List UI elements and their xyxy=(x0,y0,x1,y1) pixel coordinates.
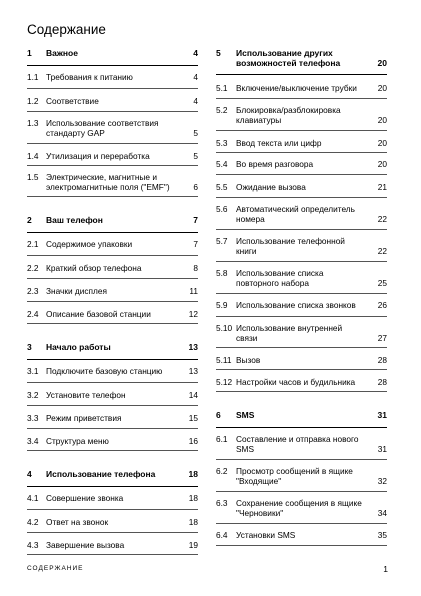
toc-entry-page: 22 xyxy=(377,246,387,256)
toc-entry-page: 26 xyxy=(377,300,387,310)
toc-entry-row[interactable] xyxy=(216,75,387,99)
toc-entry-number: 2 xyxy=(27,215,32,225)
toc-entry-number: 5.1 xyxy=(216,83,228,93)
toc-entry-page: 13 xyxy=(188,342,198,352)
toc-entry-page: 27 xyxy=(377,333,387,343)
toc-entry-title: Начало работы xyxy=(46,342,111,352)
toc-entry-row[interactable] xyxy=(216,262,387,294)
toc-entry-title: Завершение вызова xyxy=(46,540,125,550)
toc-entry-number: 1.4 xyxy=(27,151,39,161)
toc-entry-number: 6.1 xyxy=(216,434,228,444)
toc-entry-page: 18 xyxy=(188,469,198,479)
toc-entry-number: 1.5 xyxy=(27,172,39,182)
toc-entry-row[interactable] xyxy=(216,153,387,175)
toc-entry-page: 13 xyxy=(188,366,198,376)
toc-entry-title: Включение/выключение трубки xyxy=(236,83,357,93)
toc-entry-title: Использование списка повторного набора xyxy=(236,268,324,288)
toc-entry-title: Электрические, магнитные и электромагнитные поля ("EMF") xyxy=(46,172,170,192)
toc-entry-title: Установите телефон xyxy=(46,390,126,400)
toc-entry-number: 3.4 xyxy=(27,436,39,446)
toc-entry-page: 20 xyxy=(377,159,387,169)
toc-entry-page: 7 xyxy=(193,239,198,249)
toc-entry-number: 5.7 xyxy=(216,236,228,246)
toc-entry-title: Использование других возможностей телефона xyxy=(236,48,341,68)
toc-entry-row[interactable] xyxy=(27,256,198,279)
toc-entry-row[interactable] xyxy=(27,233,198,256)
toc-entry-number: 4.2 xyxy=(27,517,39,527)
toc-entry-title: Соответствие xyxy=(46,96,99,106)
toc-entry-page: 28 xyxy=(377,377,387,387)
toc-entry-page: 4 xyxy=(193,72,198,82)
toc-entry-page: 28 xyxy=(377,355,387,365)
toc-section-row[interactable] xyxy=(27,211,198,233)
toc-entry-page: 31 xyxy=(377,410,387,420)
toc-entry-title: Описание базовой станции xyxy=(46,309,151,319)
toc-entry-row[interactable] xyxy=(216,492,387,524)
toc-entry-number: 5 xyxy=(216,48,221,58)
toc-entry-row[interactable] xyxy=(216,460,387,492)
toc-entry-page: 8 xyxy=(193,263,198,273)
toc-entry-title: Составление и отправка нового SMS xyxy=(236,434,359,454)
toc-entry-title: Ожидание вызова xyxy=(236,182,306,192)
toc-entry-title: Использование внутренней связи xyxy=(236,323,343,343)
toc-entry-row[interactable] xyxy=(27,66,198,89)
toc-entry-number: 5.6 xyxy=(216,204,228,214)
toc-entry-number: 3.3 xyxy=(27,413,39,423)
toc-entry-page: 14 xyxy=(188,390,198,400)
toc-entry-row[interactable] xyxy=(216,175,387,198)
toc-entry-page: 34 xyxy=(377,508,387,518)
toc-entry-number: 4 xyxy=(27,469,32,479)
toc-entry-title: Ваш телефон xyxy=(46,215,103,225)
toc-entry-row[interactable] xyxy=(216,198,387,230)
toc-entry-number: 1 xyxy=(27,48,32,58)
toc-entry-title: Использование соответствия стандарту GAP xyxy=(46,118,159,138)
toc-entry-row[interactable] xyxy=(27,360,198,383)
toc-entry-title: Во время разговора xyxy=(236,159,314,169)
toc-entry-number: 5.12 xyxy=(216,377,233,387)
toc-section-row[interactable] xyxy=(216,44,387,75)
toc-entry-title: Структура меню xyxy=(46,436,109,446)
toc-entry-page: 11 xyxy=(189,286,198,296)
toc-entry-number: 5.3 xyxy=(216,138,228,148)
toc-entry-title: Настройки часов и будильника xyxy=(236,377,356,387)
toc-entry-page: 22 xyxy=(377,214,387,224)
toc-entry-number: 3.2 xyxy=(27,390,39,400)
toc-entry-row[interactable] xyxy=(27,89,198,112)
toc-entry-title: Сохранение сообщения в ящике "Черновики" xyxy=(236,498,362,518)
toc-entry-title: Значки дисплея xyxy=(46,286,107,296)
toc-entry-title: Подключите базовую станцию xyxy=(46,366,163,376)
toc-left-column xyxy=(27,44,198,555)
toc-entry-row[interactable] xyxy=(27,112,198,144)
toc-entry-page: 25 xyxy=(377,278,387,288)
section-gap xyxy=(27,197,198,211)
toc-entry-page: 20 xyxy=(377,58,387,68)
section-gap xyxy=(27,324,198,338)
toc-entry-row[interactable] xyxy=(27,533,198,555)
toc-entry-title: Использование телефона xyxy=(46,469,156,479)
toc-entry-number: 5.5 xyxy=(216,182,228,192)
section-gap xyxy=(27,451,198,465)
toc-entry-title: Ввод текста или цифр xyxy=(236,138,322,148)
toc-entry-row[interactable] xyxy=(27,406,198,429)
toc-entry-title: Блокировка/разблокировка клавиатуры xyxy=(236,105,341,125)
toc-right-column xyxy=(216,44,387,546)
toc-entry-title: Важное xyxy=(46,48,78,58)
toc-entry-page: 4 xyxy=(193,48,198,58)
toc-entry-row[interactable] xyxy=(216,370,387,392)
toc-entry-page: 18 xyxy=(188,493,198,503)
toc-entry-row[interactable] xyxy=(216,524,387,546)
toc-entry-number: 2.3 xyxy=(27,286,39,296)
toc-entry-row[interactable] xyxy=(27,510,198,533)
toc-entry-page: 5 xyxy=(193,151,198,161)
toc-entry-page: 12 xyxy=(188,309,198,319)
toc-entry-number: 6.2 xyxy=(216,466,228,476)
toc-entry-title: Утилизация и переработка xyxy=(46,151,150,161)
toc-entry-title: Содержимое упаковки xyxy=(46,239,133,249)
toc-entry-row[interactable] xyxy=(27,429,198,451)
toc-entry-page: 15 xyxy=(188,413,198,423)
footer-page-number: 1 xyxy=(383,564,388,574)
toc-entry-page: 16 xyxy=(188,436,198,446)
toc-entry-number: 5.2 xyxy=(216,105,228,115)
toc-entry-page: 21 xyxy=(377,182,387,192)
toc-entry-page: 4 xyxy=(193,96,198,106)
toc-entry-title: Просмотр сообщений в ящике "Входящие" xyxy=(236,466,353,486)
toc-entry-row[interactable] xyxy=(216,230,387,262)
toc-entry-row[interactable] xyxy=(27,383,198,406)
toc-entry-page: 35 xyxy=(377,530,387,540)
toc-entry-title: Ответ на звонок xyxy=(46,517,109,527)
toc-entry-number: 1.2 xyxy=(27,96,39,106)
page-title: Содержание xyxy=(27,22,106,37)
toc-entry-number: 3 xyxy=(27,342,32,352)
toc-entry-row[interactable] xyxy=(27,166,198,197)
toc-entry-row[interactable] xyxy=(216,428,387,460)
toc-entry-page: 6 xyxy=(193,182,198,192)
toc-entry-title: Режим приветствия xyxy=(46,413,122,423)
section-gap xyxy=(216,392,387,406)
toc-entry-number: 4.3 xyxy=(27,540,39,550)
toc-section-row[interactable] xyxy=(216,406,387,428)
footer-section-label: СОДЕРЖАНИЕ xyxy=(27,565,84,572)
toc-section-row[interactable] xyxy=(27,338,198,360)
toc-entry-row[interactable] xyxy=(216,131,387,153)
toc-entry-page: 19 xyxy=(188,540,198,550)
toc-entry-title: Установки SMS xyxy=(236,530,296,540)
toc-entry-page: 20 xyxy=(377,115,387,125)
toc-entry-row[interactable] xyxy=(27,144,198,166)
toc-entry-page: 31 xyxy=(377,444,387,454)
toc-entry-page: 7 xyxy=(193,215,198,225)
toc-entry-number: 5.9 xyxy=(216,300,228,310)
toc-entry-number: 2.2 xyxy=(27,263,39,273)
toc-section-row[interactable] xyxy=(27,465,198,487)
toc-entry-title: Вызов xyxy=(236,355,261,365)
toc-entry-page: 20 xyxy=(377,138,387,148)
toc-entry-page: 18 xyxy=(188,517,198,527)
toc-entry-row[interactable] xyxy=(216,99,387,131)
toc-entry-title: Автоматический определитель номера xyxy=(236,204,355,224)
toc-entry-number: 3.1 xyxy=(27,366,39,376)
toc-entry-number: 4.1 xyxy=(27,493,39,503)
toc-entry-page: 20 xyxy=(377,83,387,93)
toc-entry-page: 5 xyxy=(193,128,198,138)
toc-entry-title: Совершение звонка xyxy=(46,493,124,503)
toc-entry-number: 5.8 xyxy=(216,268,228,278)
toc-entry-row[interactable] xyxy=(27,302,198,324)
toc-entry-title: SMS xyxy=(236,410,255,420)
toc-entry-number: 5.10 xyxy=(216,323,233,333)
toc-entry-title: Использование телефонной книги xyxy=(236,236,345,256)
toc-entry-row[interactable] xyxy=(27,487,198,510)
toc-entry-number: 2.4 xyxy=(27,309,39,319)
toc-entry-number: 2.1 xyxy=(27,239,39,249)
toc-entry-number: 1.3 xyxy=(27,118,39,128)
toc-section-row[interactable] xyxy=(27,44,198,66)
toc-entry-number: 6.3 xyxy=(216,498,228,508)
toc-entry-row[interactable] xyxy=(216,348,387,370)
toc-entry-page: 32 xyxy=(377,476,387,486)
toc-entry-title: Использование списка звонков xyxy=(236,300,356,310)
toc-entry-number: 1.1 xyxy=(27,72,39,82)
toc-entry-title: Краткий обзор телефона xyxy=(46,263,142,273)
toc-entry-number: 5.11 xyxy=(216,355,232,365)
toc-entry-number: 6 xyxy=(216,410,221,420)
toc-entry-row[interactable] xyxy=(27,279,198,302)
toc-entry-row[interactable] xyxy=(216,317,387,348)
toc-entry-title: Требования к питанию xyxy=(46,72,133,82)
toc-entry-number: 5.4 xyxy=(216,159,228,169)
toc-entry-number: 6.4 xyxy=(216,530,228,540)
toc-entry-row[interactable] xyxy=(216,294,387,317)
